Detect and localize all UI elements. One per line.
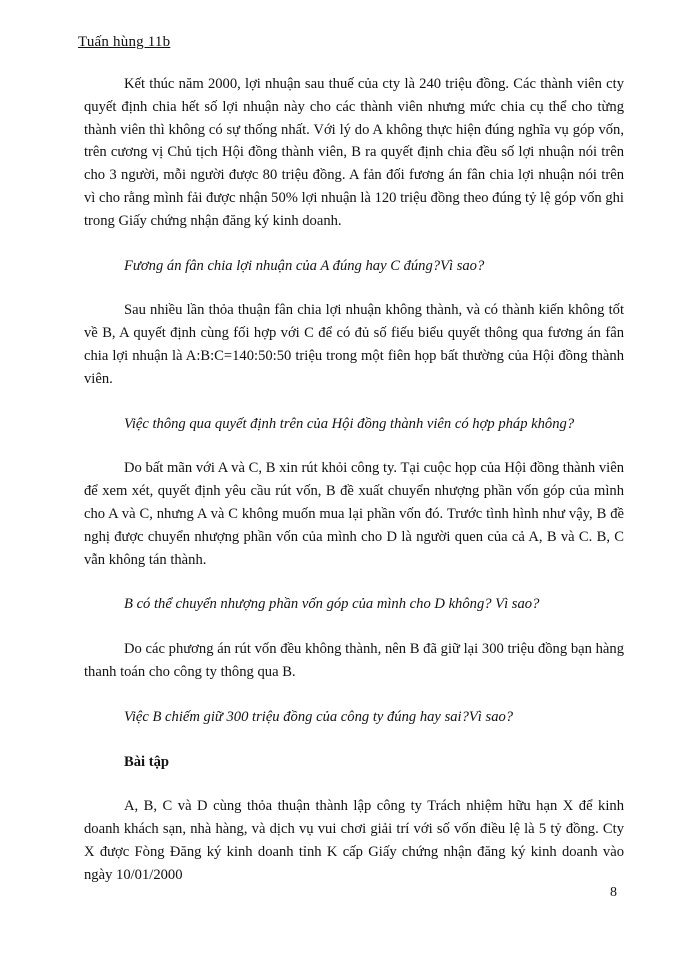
question-2: Việc thông qua quyết định trên của Hội đồng thành viên có hợp pháp không?: [124, 415, 575, 432]
page-header: Tuấn hùng 11b: [78, 34, 171, 50]
question-1: Fương án fân chia lợi nhuận của A đúng hay C đúng?Vì sao?: [124, 257, 485, 274]
paragraph-capital-transfer: Do bất mãn với A và C, B xin rút khỏi công ty. Tại cuộc họp của Hội đồng thành viên để xem xét, quyết định yêu cầu rút vốn, B đề xuất chuyển nhượng phần vốn góp của mình cho A và C, nhưng A và C không muốn mua lại phần vốn đó. Trước tình hình như vậy, B đề nghị được chuyển nhượng phần vốn của mình cho D là người quen của cả A, B và C. B, C vẫn không tán thành.: [84, 460, 624, 568]
paragraph-irregular-meeting: Sau nhiều lần thỏa thuận fân chia lợi nhuận không thành, và có thành kiến không tốt về B, A quyết định cùng fối hợp với C để có đủ số fiếu biểu quyết thông qua fương án fân chia lợi nhuận là A:B:C=140:50:50 triệu trong một fiên họp bất thường của Hội đồng thành viên.: [84, 302, 624, 387]
paragraph-profit-distribution: Kết thúc năm 2000, lợi nhuận sau thuế của cty là 240 triệu đồng. Các thành viên cty quyết định chia hết số lợi nhuận này cho các thành viên nhưng mức chia cụ thể cho từng thành viên thì không có sự thống nhất. Với lý do A không thực hiện đúng nghĩa vụ góp vốn, trên cương vị Chủ tịch Hội đồng thành viên, B ra quyết định chia đều số lợi nhuận nói trên cho 3 người, mỗi người được 80 triệu đồng. A fản đối fương án fân chia lợi nhuận nói trên vì cho rằng mình fải được nhận 50% lợi nhuận là 120 triệu đồng theo đúng tỷ lệ góp vốn ghi trong Giấy chứng nhận đăng ký kinh doanh.: [84, 76, 624, 229]
section-title-exercise: Bài tập: [124, 753, 170, 770]
question-4: Việc B chiếm giữ 300 triệu đồng của công ty đúng hay sai?Vì sao?: [124, 708, 514, 725]
question-3: B có thể chuyển nhượng phần vốn góp của mình cho D không? Vì sao?: [124, 596, 540, 613]
paragraph-retained-funds: Do các phương án rút vốn đều không thành, nên B đã giữ lại 300 triệu đồng bạn hàng thanh toán cho công ty thông qua B.: [84, 641, 624, 680]
paragraph-company-x: A, B, C và D cùng thỏa thuận thành lập công ty Trách nhiệm hữu hạn X để kinh doanh khách sạn, nhà hàng, và dịch vụ vui chơi giải trí với số vốn điều lệ là 5 tỷ đồng. Cty X được Fòng Đăng ký kinh doanh tỉnh K cấp Giấy chứng nhận đăng ký kinh doanh vào ngày 10/01/2000: [84, 798, 624, 883]
page-number: 8: [610, 885, 617, 900]
document-body: [84, 73, 624, 887]
